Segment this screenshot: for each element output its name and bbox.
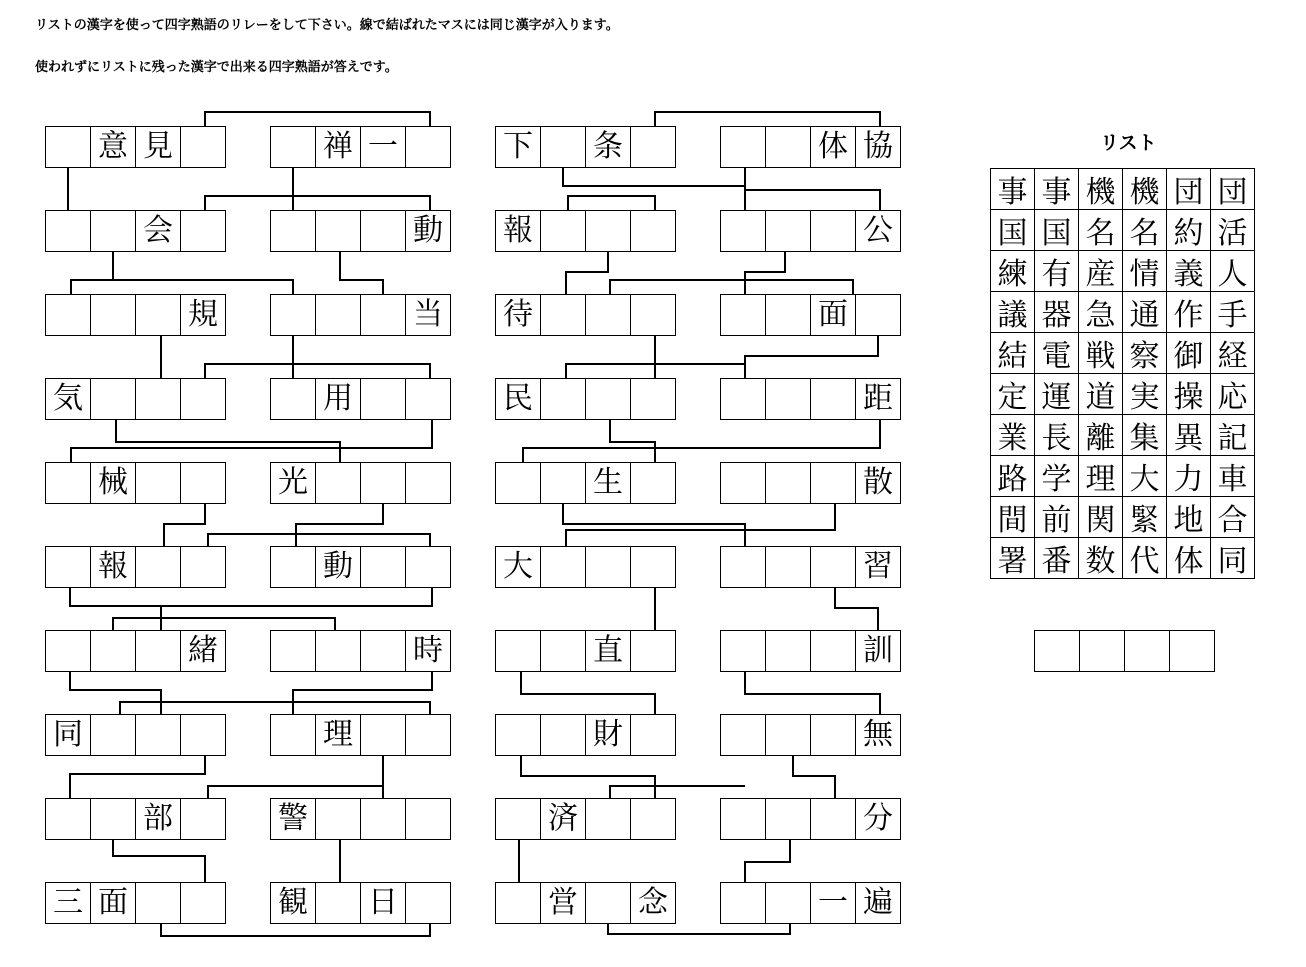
yoji-word-box — [270, 462, 451, 504]
kanji-cell[interactable] — [720, 546, 766, 588]
yoji-word-box — [45, 882, 226, 924]
kanji-cell[interactable] — [270, 546, 316, 588]
kanji-cell[interactable] — [585, 378, 631, 420]
kanji-cell[interactable]: 部 — [135, 798, 181, 840]
kanji-cell[interactable] — [45, 294, 91, 336]
list-kanji: 地 — [1167, 497, 1211, 538]
list-kanji: 数 — [1079, 538, 1123, 579]
yoji-word-box — [720, 882, 901, 924]
kanji-cell[interactable]: 訓 — [855, 630, 901, 672]
kanji-cell[interactable] — [180, 210, 226, 252]
kanji-cell[interactable] — [720, 714, 766, 756]
kanji-cell[interactable] — [495, 630, 541, 672]
kanji-cell[interactable]: 分 — [855, 798, 901, 840]
kanji-cell[interactable]: 財 — [585, 714, 631, 756]
kanji-cell[interactable] — [540, 546, 586, 588]
kanji-cell[interactable] — [765, 462, 811, 504]
list-kanji: 通 — [1123, 292, 1167, 333]
kanji-cell[interactable] — [765, 714, 811, 756]
kanji-cell[interactable] — [315, 630, 361, 672]
kanji-cell[interactable] — [360, 378, 406, 420]
list-kanji: 操 — [1167, 374, 1211, 415]
yoji-word-box — [45, 294, 226, 336]
kanji-cell[interactable] — [180, 378, 226, 420]
kanji-cell[interactable] — [630, 462, 676, 504]
kanji-cell[interactable] — [405, 882, 451, 924]
yoji-word-box — [270, 546, 451, 588]
yoji-word-box — [45, 126, 226, 168]
kanji-cell[interactable] — [45, 630, 91, 672]
list-kanji: 事 — [991, 169, 1035, 210]
kanji-cell[interactable] — [315, 462, 361, 504]
kanji-cell[interactable] — [405, 126, 451, 168]
kanji-cell[interactable]: 見 — [135, 126, 181, 168]
list-kanji: 署 — [991, 538, 1035, 579]
kanji-cell[interactable] — [630, 714, 676, 756]
answer-cell[interactable] — [1124, 630, 1170, 672]
list-kanji: 前 — [1035, 497, 1079, 538]
yoji-word-box — [495, 378, 676, 420]
kanji-cell[interactable]: 同 — [45, 714, 91, 756]
kanji-cell[interactable] — [540, 294, 586, 336]
kanji-cell[interactable] — [495, 462, 541, 504]
kanji-cell[interactable]: 会 — [135, 210, 181, 252]
list-kanji: 団 — [1211, 169, 1255, 210]
answer-cell[interactable] — [1034, 630, 1080, 672]
answer-box — [1035, 630, 1215, 672]
kanji-cell[interactable] — [630, 126, 676, 168]
yoji-word-box — [45, 210, 226, 252]
kanji-cell[interactable] — [90, 630, 136, 672]
kanji-cell[interactable]: 散 — [855, 462, 901, 504]
list-kanji: 作 — [1167, 292, 1211, 333]
list-kanji: 離 — [1079, 415, 1123, 456]
kanji-cell[interactable]: 動 — [405, 210, 451, 252]
kanji-cell[interactable] — [765, 630, 811, 672]
kanji-cell[interactable]: 習 — [855, 546, 901, 588]
list-kanji: 急 — [1079, 292, 1123, 333]
kanji-cell[interactable] — [540, 630, 586, 672]
kanji-cell[interactable] — [720, 462, 766, 504]
kanji-cell[interactable] — [45, 210, 91, 252]
yoji-word-box — [270, 630, 451, 672]
list-kanji: 事 — [1035, 169, 1079, 210]
kanji-cell[interactable]: 緒 — [180, 630, 226, 672]
kanji-cell[interactable]: 用 — [315, 378, 361, 420]
kanji-cell[interactable] — [270, 126, 316, 168]
list-kanji: 実 — [1123, 374, 1167, 415]
yoji-word-box — [720, 714, 901, 756]
kanji-cell[interactable] — [810, 714, 856, 756]
kanji-cell[interactable] — [180, 882, 226, 924]
kanji-cell[interactable] — [765, 798, 811, 840]
list-kanji: 電 — [1035, 333, 1079, 374]
list-kanji: 機 — [1123, 169, 1167, 210]
yoji-word-box — [720, 378, 901, 420]
kanji-cell[interactable]: 観 — [270, 882, 316, 924]
kanji-cell[interactable] — [315, 882, 361, 924]
kanji-cell[interactable] — [360, 546, 406, 588]
kanji-cell[interactable] — [90, 798, 136, 840]
kanji-cell[interactable] — [720, 126, 766, 168]
kanji-cell[interactable] — [810, 798, 856, 840]
kanji-cell[interactable]: 光 — [270, 462, 316, 504]
kanji-cell[interactable]: 念 — [630, 882, 676, 924]
list-kanji: 国 — [1035, 210, 1079, 251]
list-kanji: 緊 — [1123, 497, 1167, 538]
list-kanji: 長 — [1035, 415, 1079, 456]
list-kanji: 練 — [991, 251, 1035, 292]
kanji-cell[interactable] — [810, 210, 856, 252]
kanji-cell[interactable] — [180, 462, 226, 504]
kanji-cell[interactable] — [540, 210, 586, 252]
list-kanji: 団 — [1167, 169, 1211, 210]
list-kanji: 情 — [1123, 251, 1167, 292]
yoji-word-box — [270, 126, 451, 168]
kanji-cell[interactable] — [720, 798, 766, 840]
answer-cell[interactable] — [1079, 630, 1125, 672]
kanji-cell[interactable] — [720, 630, 766, 672]
list-kanji: 大 — [1123, 456, 1167, 497]
kanji-cell[interactable] — [630, 630, 676, 672]
kanji-cell[interactable] — [45, 462, 91, 504]
kanji-cell[interactable]: 禅 — [315, 126, 361, 168]
kanji-cell[interactable] — [630, 210, 676, 252]
yoji-word-box — [720, 798, 901, 840]
kanji-cell[interactable] — [765, 210, 811, 252]
kanji-cell[interactable] — [135, 714, 181, 756]
kanji-cell[interactable] — [360, 210, 406, 252]
kanji-cell[interactable]: 一 — [360, 126, 406, 168]
list-kanji: 関 — [1079, 497, 1123, 538]
kanji-cell[interactable] — [810, 462, 856, 504]
yoji-word-box — [720, 294, 901, 336]
kanji-cell[interactable]: 待 — [495, 294, 541, 336]
list-kanji: 番 — [1035, 538, 1079, 579]
list-kanji: 名 — [1123, 210, 1167, 251]
kanji-cell[interactable] — [180, 798, 226, 840]
yoji-word-box — [495, 210, 676, 252]
kanji-cell[interactable]: 警 — [270, 798, 316, 840]
yoji-word-box — [270, 378, 451, 420]
kanji-cell[interactable] — [270, 630, 316, 672]
kanji-cell[interactable] — [765, 294, 811, 336]
kanji-cell[interactable] — [405, 714, 451, 756]
list-kanji: 産 — [1079, 251, 1123, 292]
kanji-cell[interactable] — [720, 210, 766, 252]
kanji-cell[interactable] — [585, 546, 631, 588]
list-kanji: 定 — [991, 374, 1035, 415]
kanji-cell[interactable] — [630, 798, 676, 840]
kanji-cell[interactable] — [765, 378, 811, 420]
list-kanji: 体 — [1167, 538, 1211, 579]
list-kanji: 結 — [991, 333, 1035, 374]
kanji-cell[interactable] — [90, 714, 136, 756]
list-kanji: 車 — [1211, 456, 1255, 497]
list-kanji: 理 — [1079, 456, 1123, 497]
list-kanji: 業 — [991, 415, 1035, 456]
kanji-cell[interactable] — [45, 546, 91, 588]
yoji-word-box — [45, 462, 226, 504]
list-title: リスト — [1100, 132, 1157, 154]
kanji-cell[interactable] — [405, 798, 451, 840]
list-kanji: 器 — [1035, 292, 1079, 333]
kanji-cell[interactable]: 理 — [315, 714, 361, 756]
list-kanji: 応 — [1211, 374, 1255, 415]
yoji-word-box — [45, 714, 226, 756]
kanji-cell[interactable]: 動 — [315, 546, 361, 588]
kanji-cell[interactable] — [135, 378, 181, 420]
yoji-word-box — [270, 798, 451, 840]
kanji-cell[interactable] — [540, 462, 586, 504]
kanji-cell[interactable]: 面 — [810, 294, 856, 336]
kanji-cell[interactable] — [810, 630, 856, 672]
kanji-cell[interactable] — [45, 798, 91, 840]
kanji-cell[interactable] — [855, 294, 901, 336]
kanji-cell[interactable] — [495, 882, 541, 924]
kanji-cell[interactable] — [45, 126, 91, 168]
list-kanji: 力 — [1167, 456, 1211, 497]
kanji-cell[interactable]: 直 — [585, 630, 631, 672]
yoji-word-box — [270, 714, 451, 756]
kanji-cell[interactable] — [360, 294, 406, 336]
kanji-cell[interactable] — [495, 714, 541, 756]
kanji-cell[interactable] — [720, 378, 766, 420]
instruction-line-1: リストの漢字を使って四字熟語のリレーをして下さい。線で結ばれたマスには同じ漢字が入ります。 — [35, 18, 619, 33]
kanji-cell[interactable]: 民 — [495, 378, 541, 420]
kanji-cell[interactable] — [630, 546, 676, 588]
kanji-cell[interactable]: 生 — [585, 462, 631, 504]
kanji-cell[interactable] — [540, 378, 586, 420]
list-kanji: 機 — [1079, 169, 1123, 210]
yoji-word-box — [495, 546, 676, 588]
kanji-cell[interactable] — [315, 210, 361, 252]
kanji-cell[interactable]: 距 — [855, 378, 901, 420]
list-kanji: 戦 — [1079, 333, 1123, 374]
kanji-cell[interactable]: 気 — [45, 378, 91, 420]
kanji-cell[interactable] — [360, 630, 406, 672]
kanji-cell[interactable]: 日 — [360, 882, 406, 924]
yoji-word-box — [720, 546, 901, 588]
list-kanji: 間 — [991, 497, 1035, 538]
list-kanji: 経 — [1211, 333, 1255, 374]
kanji-cell[interactable] — [405, 378, 451, 420]
kanji-cell[interactable]: 条 — [585, 126, 631, 168]
kanji-cell[interactable] — [360, 714, 406, 756]
yoji-word-box — [495, 126, 676, 168]
list-kanji: 道 — [1079, 374, 1123, 415]
kanji-cell[interactable]: 下 — [495, 126, 541, 168]
yoji-word-box — [720, 210, 901, 252]
yoji-word-box — [45, 630, 226, 672]
kanji-cell[interactable] — [720, 294, 766, 336]
kanji-cell[interactable] — [585, 294, 631, 336]
kanji-cell[interactable] — [405, 546, 451, 588]
yoji-word-box — [495, 798, 676, 840]
list-kanji: 名 — [1079, 210, 1123, 251]
kanji-cell[interactable] — [405, 462, 451, 504]
list-kanji: 運 — [1035, 374, 1079, 415]
yoji-word-box — [495, 630, 676, 672]
kanji-cell[interactable]: 大 — [495, 546, 541, 588]
instruction-line-2: 使われずにリストに残った漢字で出来る四字熟語が答えです。 — [35, 60, 398, 75]
kanji-cell[interactable] — [180, 126, 226, 168]
list-kanji: 同 — [1211, 538, 1255, 579]
kanji-cell[interactable]: 意 — [90, 126, 136, 168]
kanji-cell[interactable] — [90, 378, 136, 420]
list-kanji: 義 — [1167, 251, 1211, 292]
kanji-cell[interactable] — [315, 294, 361, 336]
yoji-word-box — [720, 462, 901, 504]
kanji-cell[interactable]: 時 — [405, 630, 451, 672]
kanji-cell[interactable] — [495, 798, 541, 840]
yoji-word-box — [495, 462, 676, 504]
kanji-cell[interactable] — [180, 714, 226, 756]
list-kanji: 手 — [1211, 292, 1255, 333]
kanji-cell[interactable] — [810, 546, 856, 588]
kanji-cell[interactable] — [270, 294, 316, 336]
kanji-cell[interactable]: 報 — [90, 546, 136, 588]
kanji-cell[interactable] — [540, 714, 586, 756]
yoji-word-box — [270, 210, 451, 252]
kanji-cell[interactable]: 械 — [90, 462, 136, 504]
list-kanji: 議 — [991, 292, 1035, 333]
list-kanji: 合 — [1211, 497, 1255, 538]
kanji-cell[interactable]: 営 — [540, 882, 586, 924]
list-kanji: 察 — [1123, 333, 1167, 374]
kanji-cell[interactable]: 済 — [540, 798, 586, 840]
list-kanji: 有 — [1035, 251, 1079, 292]
kanji-cell[interactable]: 公 — [855, 210, 901, 252]
kanji-cell[interactable]: 一 — [810, 882, 856, 924]
kanji-cell[interactable]: 当 — [405, 294, 451, 336]
yoji-word-box — [720, 630, 901, 672]
kanji-cell[interactable]: 報 — [495, 210, 541, 252]
yoji-word-box — [45, 378, 226, 420]
kanji-cell[interactable] — [810, 378, 856, 420]
list-kanji: 代 — [1123, 538, 1167, 579]
kanji-cell[interactable] — [315, 798, 361, 840]
kanji-cell[interactable] — [360, 462, 406, 504]
yoji-word-box — [270, 294, 451, 336]
kanji-cell[interactable] — [765, 126, 811, 168]
list-kanji: 学 — [1035, 456, 1079, 497]
kanji-cell[interactable] — [270, 378, 316, 420]
kanji-cell[interactable] — [90, 210, 136, 252]
kanji-cell[interactable]: 遍 — [855, 882, 901, 924]
list-kanji: 路 — [991, 456, 1035, 497]
kanji-cell[interactable] — [585, 882, 631, 924]
list-kanji: 記 — [1211, 415, 1255, 456]
kanji-cell[interactable] — [630, 294, 676, 336]
list-kanji: 集 — [1123, 415, 1167, 456]
kanji-cell[interactable] — [765, 546, 811, 588]
kanji-cell[interactable] — [135, 462, 181, 504]
kanji-cell[interactable] — [270, 714, 316, 756]
kanji-cell[interactable] — [90, 294, 136, 336]
kanji-list-grid — [990, 168, 1255, 579]
kanji-cell[interactable]: 協 — [855, 126, 901, 168]
answer-cell[interactable] — [1169, 630, 1215, 672]
kanji-cell[interactable]: 体 — [810, 126, 856, 168]
yoji-word-box — [45, 798, 226, 840]
kanji-cell[interactable] — [585, 210, 631, 252]
kanji-cell[interactable]: 三 — [45, 882, 91, 924]
yoji-word-box — [495, 714, 676, 756]
yoji-word-box — [720, 126, 901, 168]
yoji-word-box — [495, 882, 676, 924]
kanji-cell[interactable] — [135, 546, 181, 588]
list-kanji: 活 — [1211, 210, 1255, 251]
kanji-cell[interactable] — [135, 630, 181, 672]
kanji-cell[interactable] — [135, 882, 181, 924]
kanji-cell[interactable]: 面 — [90, 882, 136, 924]
kanji-cell[interactable] — [720, 882, 766, 924]
list-kanji: 国 — [991, 210, 1035, 251]
kanji-cell[interactable] — [270, 210, 316, 252]
kanji-cell[interactable] — [540, 126, 586, 168]
kanji-cell[interactable] — [585, 798, 631, 840]
list-kanji: 約 — [1167, 210, 1211, 251]
list-kanji: 人 — [1211, 251, 1255, 292]
kanji-cell[interactable] — [360, 798, 406, 840]
yoji-word-box — [495, 294, 676, 336]
list-kanji: 御 — [1167, 333, 1211, 374]
yoji-word-box — [270, 882, 451, 924]
kanji-cell[interactable]: 規 — [180, 294, 226, 336]
kanji-cell[interactable] — [765, 882, 811, 924]
yoji-word-box — [45, 546, 226, 588]
kanji-cell[interactable] — [135, 294, 181, 336]
kanji-cell[interactable] — [180, 546, 226, 588]
kanji-cell[interactable]: 無 — [855, 714, 901, 756]
kanji-cell[interactable] — [630, 378, 676, 420]
list-kanji: 異 — [1167, 415, 1211, 456]
